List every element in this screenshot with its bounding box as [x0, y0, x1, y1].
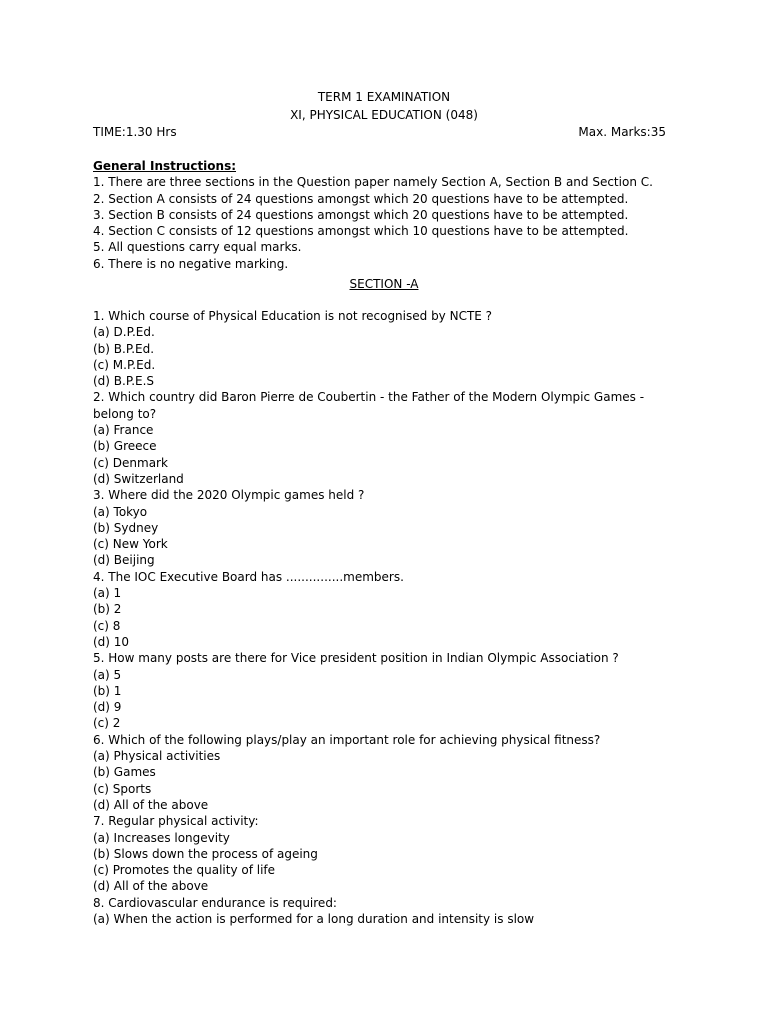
answer-option: (b) Games: [93, 765, 156, 780]
exam-max-marks: Max. Marks:35: [578, 125, 666, 139]
question-text: 2. Which country did Baron Pierre de Coubertin - the Father of the Modern Olympic Games - belong to?: [93, 390, 645, 421]
question-block: [93, 895, 653, 928]
instruction-item: 3. Section B consists of 24 questions amongst which 20 questions have to be attempted.: [93, 207, 629, 222]
answer-option: (a) Increases longevity: [93, 830, 230, 845]
answer-option: (c) 2: [93, 716, 121, 731]
answer-option: (c) Sports: [93, 781, 152, 796]
instruction-item: 1. There are three sections in the Question paper namely Section A, Section B and Section C.: [93, 175, 653, 190]
answer-option: (d) Beijing: [93, 553, 155, 568]
answer-option: (b) 1: [93, 683, 122, 698]
answer-option: (c) M.P.Ed.: [93, 357, 156, 372]
instruction-item: 2. Section A consists of 24 questions amongst which 20 questions have to be attempted.: [93, 191, 629, 206]
answer-option: (d) All of the above: [93, 797, 209, 812]
answer-option: (a) D.P.Ed.: [93, 325, 155, 340]
question-list: [93, 308, 653, 927]
question-text: 1. Which course of Physical Education is not recognised by NCTE ?: [93, 309, 493, 323]
answer-option: (c) Denmark: [93, 455, 168, 470]
question-text: 4. The IOC Executive Board has ...............members.: [93, 569, 404, 584]
answer-option: (b) B.P.Ed.: [93, 341, 155, 356]
question-block: [93, 569, 653, 650]
answer-option: (a) Tokyo: [93, 504, 148, 519]
answer-option: (d) All of the above: [93, 879, 209, 894]
exam-subtitle: XI, PHYSICAL EDUCATION (048): [290, 108, 478, 122]
answer-option: (a) 1: [93, 586, 122, 601]
answer-option: (a) 5: [93, 667, 122, 682]
answer-option: (a) When the action is performed for a long duration and intensity is slow: [93, 911, 535, 926]
instruction-item: 5. All questions carry equal marks.: [93, 240, 302, 255]
instruction-item: 6. There is no negative marking.: [93, 256, 289, 271]
answer-option: (d) 10: [93, 634, 130, 649]
question-block: [93, 487, 653, 568]
answer-option: (d) B.P.E.S: [93, 374, 155, 389]
answer-option: (d) 9: [93, 700, 122, 715]
question-block: [93, 732, 653, 813]
answer-option: (c) 8: [93, 618, 121, 633]
answer-option: (b) Sydney: [93, 520, 159, 535]
answer-option: (b) 2: [93, 602, 122, 617]
section-title: SECTION -A: [349, 277, 419, 291]
answer-option: (b) Slows down the process of ageing: [93, 846, 318, 861]
question-block: [93, 389, 653, 487]
instruction-item: 4. Section C consists of 12 questions amongst which 10 questions have to be attempted.: [93, 224, 629, 239]
answer-option: (c) New York: [93, 537, 168, 552]
general-instructions: [93, 158, 693, 272]
exam-title: TERM 1 EXAMINATION: [317, 90, 451, 104]
title-block: [0, 88, 768, 124]
question-text: 8. Cardiovascular endurance is required:: [93, 895, 337, 910]
question-text: 6. Which of the following plays/play an important role for achieving physical fitness?: [93, 732, 601, 747]
question-block: [93, 650, 653, 731]
question-text: 7. Regular physical activity:: [93, 814, 259, 829]
answer-option: (d) Switzerland: [93, 471, 184, 486]
answer-option: (b) Greece: [93, 439, 157, 454]
question-block: [93, 813, 653, 894]
question-text: 5. How many posts are there for Vice president position in Indian Olympic Association ?: [93, 651, 619, 666]
question-text: 3. Where did the 2020 Olympic games held ?: [93, 488, 365, 503]
answer-option: (c) Promotes the quality of life: [93, 863, 276, 878]
answer-option: (a) France: [93, 423, 154, 438]
answer-option: (a) Physical activities: [93, 749, 221, 764]
question-block: [93, 308, 653, 389]
exam-meta-row: [93, 123, 666, 141]
exam-time: TIME:1.30 Hrs: [93, 125, 177, 139]
instructions-heading: General Instructions:: [93, 159, 237, 173]
